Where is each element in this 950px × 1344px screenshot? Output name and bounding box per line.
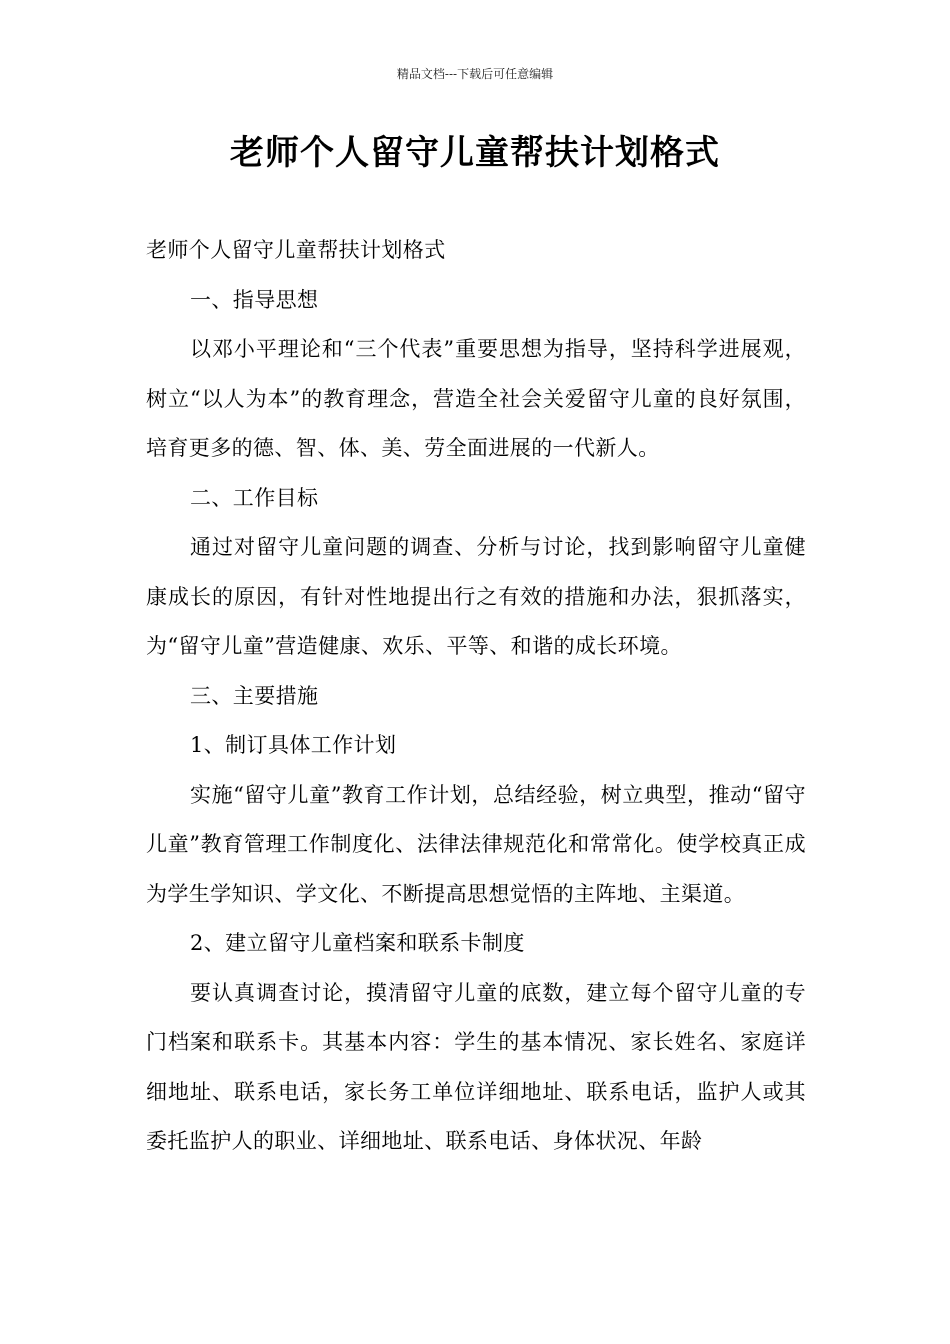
paragraph-work-goals: 通过对留守儿童问题的调查、分析与讨论，找到影响留守儿童健康成长的原因，有针对性地提出行之有效的措施和办法，狠抓落实，为“留守儿童”营造健康、欢乐、平等、和谐的成长环境。 — [146, 535, 806, 658]
subheading-archive-system: 2、建立留守儿童档案和联系卡制度 — [190, 931, 525, 955]
subheading-work-plan: 1、制订具体工作计划 — [190, 733, 397, 757]
paragraph-guiding-ideology: 以邓小平理论和“三个代表”重要思想为指导，坚持科学进展观，树立“以人为本”的教育理念，营造全社会关爱留守儿童的良好氛围，培育更多的德、智、体、美、劳全面进展的一代新人。 — [146, 337, 806, 460]
section-heading-work-goals: 二、工作目标 — [190, 485, 319, 510]
paragraph-work-plan: 实施“留守儿童”教育工作计划，总结经验，树立典型，推动“留守儿童”教育管理工作制度化、法律法律规范化和常常化。使学校真正成为学生学知识、学文化、不断提高思想觉悟的主阵地、主渠道。 — [146, 782, 806, 906]
document-body — [146, 226, 806, 1167]
paragraph-archive-system: 要认真调查讨论，摸清留守儿童的底数，建立每个留守儿童的专门档案和联系卡。其基本内容：学生的基本情况、家长姓名、家庭详细地址、联系电话，家长务工单位详细地址、联系电话，监护人或其委托监护人的职业、详细地址、联系电话、身体状况、年龄 — [146, 980, 806, 1153]
document-title: 老师个人留守儿童帮扶计划格式 — [230, 133, 720, 173]
paragraph-subtitle: 老师个人留守儿童帮扶计划格式 — [146, 238, 446, 262]
header-note: 精品文档---下载后可任意编辑 — [396, 67, 554, 81]
section-heading-main-measures: 三、主要措施 — [190, 683, 319, 708]
section-heading-guiding-ideology: 一、指导思想 — [190, 287, 319, 312]
